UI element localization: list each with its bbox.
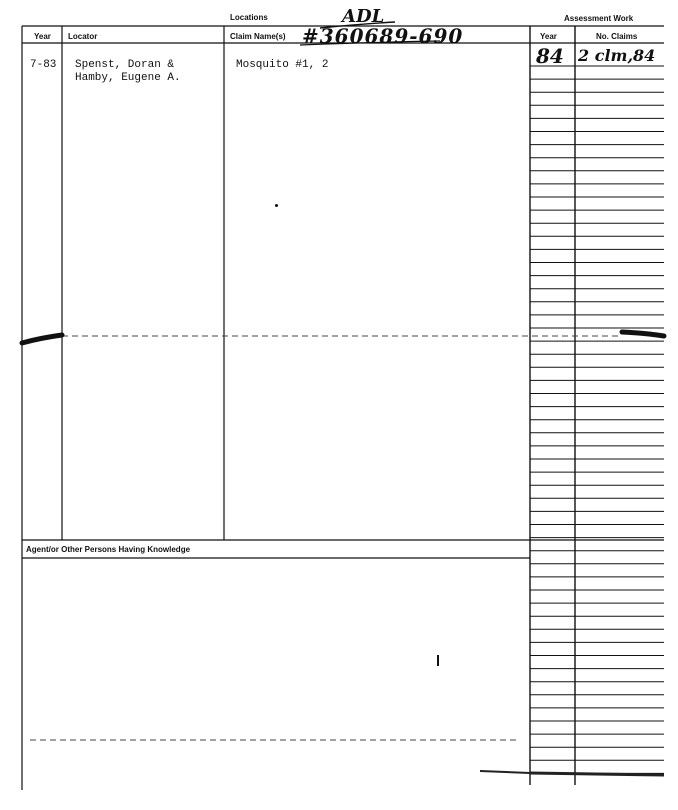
claim-names-column-header: Claim Name(s) [230,32,286,41]
handwritten-assessment-claims: 2 clm,84 [578,46,656,65]
entry-year: 7-83 [30,59,57,71]
entry-claim-name: Mosquito #1, 2 [236,59,329,71]
assessment-work-header: Assessment Work [564,14,634,23]
handwritten-claim-number: #360689-690 [302,24,464,48]
locations-header: Locations [230,13,268,22]
assessment-year-header: Year [540,32,557,41]
scan-dot [275,204,278,207]
scan-mark [437,655,439,666]
entry-locator-line-1: Spenst, Doran & [75,59,175,71]
locator-column-header: Locator [68,32,98,41]
entry-locator-line-2: Hamby, Eugene A. [75,72,181,84]
assessment-claims-header: No. Claims [596,32,638,41]
handwritten-assessment-year: 84 [536,44,564,68]
year-column-header: Year [34,32,51,41]
agent-section-label: Agent/or Other Persons Having Knowledge [26,545,191,554]
handwritten-file-code: ADL [342,6,385,27]
